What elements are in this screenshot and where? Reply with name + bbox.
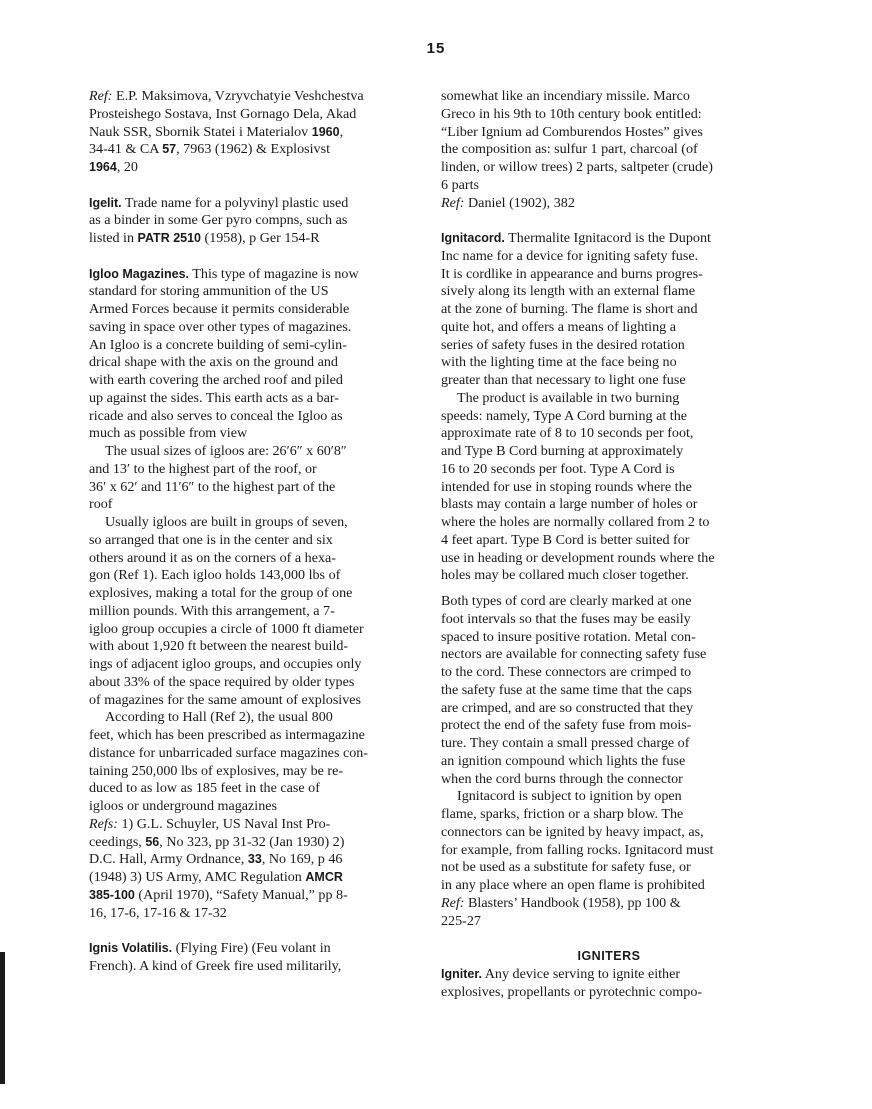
text-line — [89, 195, 405, 213]
text-line: use in heading or development rounds where the — [441, 549, 715, 566]
text-line: greater than that necessary to light one fuse — [441, 372, 686, 388]
bold-number: 57 — [162, 142, 177, 157]
text-run: , No 169, p 46 — [261, 851, 343, 868]
text-line — [89, 88, 405, 106]
text-line: nectors are available for connecting safety fuse — [441, 646, 707, 663]
ref-label: Ref: — [89, 88, 113, 104]
text-line: It is cordlike in appearance and burns progres- — [441, 265, 703, 282]
text-line: blasts may contain a large number of holes or — [441, 496, 698, 513]
text-line: for example, from falling rocks. Ignitacord must — [441, 841, 714, 858]
text-line — [89, 940, 405, 958]
text-run: D.C. Hall, Army Ordnance, — [89, 851, 248, 868]
text-line — [89, 141, 405, 159]
text-line: as a binder in some Ger pyro compns, such as — [89, 212, 348, 229]
text-line: French). A kind of Greek fire used militarily, — [89, 957, 342, 974]
ref-text: E.P. Maksimova, Vzryvchatyie Veshchestva — [112, 88, 364, 104]
text-line — [441, 966, 771, 984]
text-line: igloos or underground magazines — [89, 798, 278, 814]
entry-text: Trade name for a polyvinyl plastic used — [121, 194, 349, 211]
text-line: series of safety fuses in the desired rotation — [441, 336, 685, 353]
text-line: 36′ x 62′ and 11′6″ to the highest part of the — [89, 478, 336, 495]
text-line: Armed Forces because it permits considerable — [89, 301, 350, 317]
text-line: with about 1,920 ft between the nearest build- — [89, 638, 349, 655]
text-run: (April 1970), “Safety Manual,” pp 8- — [134, 886, 348, 903]
text-line: are crimped, and are so constructed that they — [441, 699, 694, 716]
text-line — [89, 159, 405, 177]
page-number: 15 — [426, 40, 446, 57]
text-line: An Igloo is a concrete building of semi-cylin- — [89, 336, 347, 353]
text-line: ings of adjacent igloo groups, and occupies only — [89, 656, 362, 672]
text-run: listed in — [89, 230, 138, 246]
bold-number: 385-100 — [89, 887, 135, 902]
text-line: Prosteishego Sostava, Inst Gornago Dela, Akad — [89, 105, 357, 122]
entry-term: Ignis Volatilis. — [89, 941, 173, 955]
text-line: Both types of cord are clearly marked at one — [441, 593, 692, 609]
bold-number: 33 — [247, 852, 262, 867]
text-line: 16 to 20 seconds per foot. Type A Cord is — [441, 460, 675, 477]
text-line: igloo group occupies a circle of 1000 ft diameter — [89, 620, 364, 637]
text-line: 16, 17-6, 17-16 & 17-32 — [89, 904, 227, 921]
left-column — [89, 88, 405, 976]
bold-number: AMCR — [305, 870, 343, 884]
ref-label: Refs: — [89, 815, 118, 832]
text-line: Usually igloos are built in groups of seven, — [105, 514, 348, 530]
entry-text: Thermalite Ignitacord is the Dupont — [504, 230, 711, 246]
text-line: approximate rate of 8 to 10 seconds per foot, — [441, 425, 694, 442]
text-line — [441, 230, 771, 248]
ref-text: Daniel (1902), 382 — [464, 194, 575, 211]
text-line: gon (Ref 1). Each igloo holds 143,000 lbs of — [89, 567, 341, 584]
text-line: the composition as: sulfur 1 part, charcoal (of — [441, 141, 698, 158]
paragraph-gap — [441, 585, 771, 593]
entry-term: Ignitacord. — [441, 231, 505, 245]
text-line: speeds: namely, Type A Cord burning at the — [441, 407, 688, 424]
text-line: when the cord burns through the connector — [441, 770, 683, 787]
text-line: at the zone of burning. The flame is short and — [441, 301, 698, 317]
text-line: and Type B Cord burning at approximately — [441, 443, 684, 459]
text-line — [441, 195, 771, 213]
text-run: Nauk SSR, Sbornik Statei i Materialov — [89, 123, 312, 140]
text-line: linden, or willow trees) 2 parts, saltpeter (crude) — [441, 159, 713, 175]
entry-term: Igelit. — [89, 195, 122, 210]
text-line: Inc name for a device for igniting safety fuse. — [441, 247, 699, 264]
text-line: holes may be collared much closer together. — [441, 567, 689, 584]
paragraph-gap — [89, 922, 405, 940]
text-line: not be used as a substitute for safety fuse, or — [441, 859, 691, 876]
text-run: (1948) 3) US Army, AMC Regulation — [89, 869, 306, 885]
entry-text: (Flying Fire) (Feu volant in — [172, 940, 331, 956]
text-line: Greco in his 9th to 10th century book entitled: — [441, 105, 702, 122]
entry-text: Any device serving to ignite either — [481, 965, 681, 982]
entry-text: This type of magazine is now — [189, 265, 359, 282]
text-line: up against the sides. This earth acts as a bar- — [89, 389, 339, 406]
bold-number: PATR 2510 — [137, 231, 201, 245]
text-line: million pounds. With this arrangement, a 7- — [89, 602, 335, 619]
entry-term: Igloo Magazines. — [89, 266, 190, 281]
text-line: others around it as on the corners of a hexa- — [89, 549, 336, 566]
text-line — [89, 834, 405, 852]
section-heading: IGNITERS — [577, 949, 641, 963]
text-line: roof — [89, 496, 113, 513]
text-line: where the holes are normally collared from 2 to — [441, 514, 710, 530]
text-line: quite hot, and offers a means of lighting a — [441, 318, 676, 335]
text-line — [89, 816, 405, 834]
text-line: in any place where an open flame is prohibited — [441, 877, 705, 893]
text-line: of magazines for the same amount of explosives — [89, 691, 362, 708]
text-line: taining 250,000 lbs of explosives, may be re- — [89, 762, 344, 779]
paragraph-gap — [441, 212, 771, 230]
paragraph-gap — [89, 248, 405, 266]
text-line: the safety fuse at the same time that the caps — [441, 681, 692, 698]
text-line — [89, 124, 405, 142]
text-run: 34-41 & CA — [89, 141, 163, 158]
text-line: The usual sizes of igloos are: 26′6″ x 60′8″ — [105, 443, 347, 459]
paragraph-gap — [89, 177, 405, 195]
text-line: to the cord. These connectors are crimped to — [441, 664, 692, 680]
text-line: saving in space over other types of magazines. — [89, 318, 352, 335]
bold-number: 1960 — [311, 124, 340, 139]
text-line — [89, 266, 405, 284]
text-run: , 20 — [116, 159, 138, 175]
text-line: drical shape with the axis on the ground and — [89, 354, 338, 371]
text-run: , 7963 (1962) & Explosivst — [176, 141, 330, 158]
text-line: 6 parts — [441, 176, 479, 193]
text-line: feet, which has been prescribed as intermagazine — [89, 727, 365, 743]
text-line: intended for use in stoping rounds where the — [441, 478, 692, 495]
scan-edge-mark — [0, 952, 5, 1084]
text-line: about 33% of the space required by older types — [89, 673, 355, 690]
text-line: with earth covering the arched roof and piled — [89, 372, 343, 388]
text-line: much as possible from view — [89, 425, 248, 442]
text-line: protect the end of the safety fuse from mois- — [441, 717, 692, 734]
text-run: , No 323, pp 31-32 (Jan 1930) 2) — [159, 833, 345, 850]
text-line: 4 feet apart. Type B Cord is better suited for — [441, 531, 690, 548]
text-line: an ignition compound which lights the fuse — [441, 752, 686, 769]
text-line: sively along its length with an external flame — [441, 283, 696, 300]
right-column — [441, 88, 771, 1001]
text-line: and 13′ to the highest part of the roof, or — [89, 460, 317, 477]
entry-term: Igniter. — [441, 966, 482, 981]
text-line: The product is available in two burning — [457, 389, 680, 406]
text-line: spaced to insure positive rotation. Metal con- — [441, 628, 696, 645]
ref-label: Ref: — [441, 194, 465, 211]
text-line: duced to as low as 185 feet in the case of — [89, 780, 320, 797]
text-line: foot intervals so that the fuses may be easily — [441, 610, 691, 627]
text-line — [89, 869, 405, 887]
bold-number: 56 — [145, 834, 160, 849]
text-line: standard for storing ammunition of the US — [89, 283, 329, 300]
text-run: (1958), p Ger 154-R — [201, 230, 320, 246]
text-line — [89, 887, 405, 905]
text-line — [89, 230, 405, 248]
paragraph-gap — [441, 930, 771, 948]
ref-text: 1) G.L. Schuyler, US Naval Inst Pro- — [117, 815, 331, 832]
text-line: ture. They contain a small pressed charge of — [441, 735, 690, 751]
text-line: explosives, making a total for the group of one — [89, 585, 353, 601]
text-line: so arranged that one is in the center and six — [89, 531, 333, 548]
text-line: Ignitacord is subject to ignition by open — [457, 788, 682, 805]
ref-label: Ref: — [441, 894, 465, 911]
bold-number: 1964 — [89, 160, 117, 174]
text-line: with the lighting time at the face being no — [441, 354, 677, 371]
text-line: distance for unbarricaded surface magazines con- — [89, 744, 368, 761]
text-line — [89, 851, 405, 869]
text-line: According to Hall (Ref 2), the usual 800 — [105, 709, 333, 726]
text-run: ceedings, — [89, 833, 146, 850]
text-line: 225-27 — [441, 912, 481, 929]
text-line: “Liber Ignium ad Comburendos Hostes” gives — [441, 123, 703, 140]
ref-text: Blasters’ Handbook (1958), pp 100 & — [464, 894, 681, 911]
text-line: somewhat like an incendiary missile. Marco — [441, 88, 690, 104]
text-line: explosives, propellants or pyrotechnic compo- — [441, 983, 703, 1000]
text-line: connectors can be ignited by heavy impact, as, — [441, 823, 704, 840]
text-run: , — [339, 123, 344, 140]
text-line: ricade and also serves to conceal the Igloo as — [89, 407, 343, 424]
text-line: flame, sparks, friction or a sharp blow. The — [441, 806, 684, 822]
text-line — [441, 895, 771, 913]
